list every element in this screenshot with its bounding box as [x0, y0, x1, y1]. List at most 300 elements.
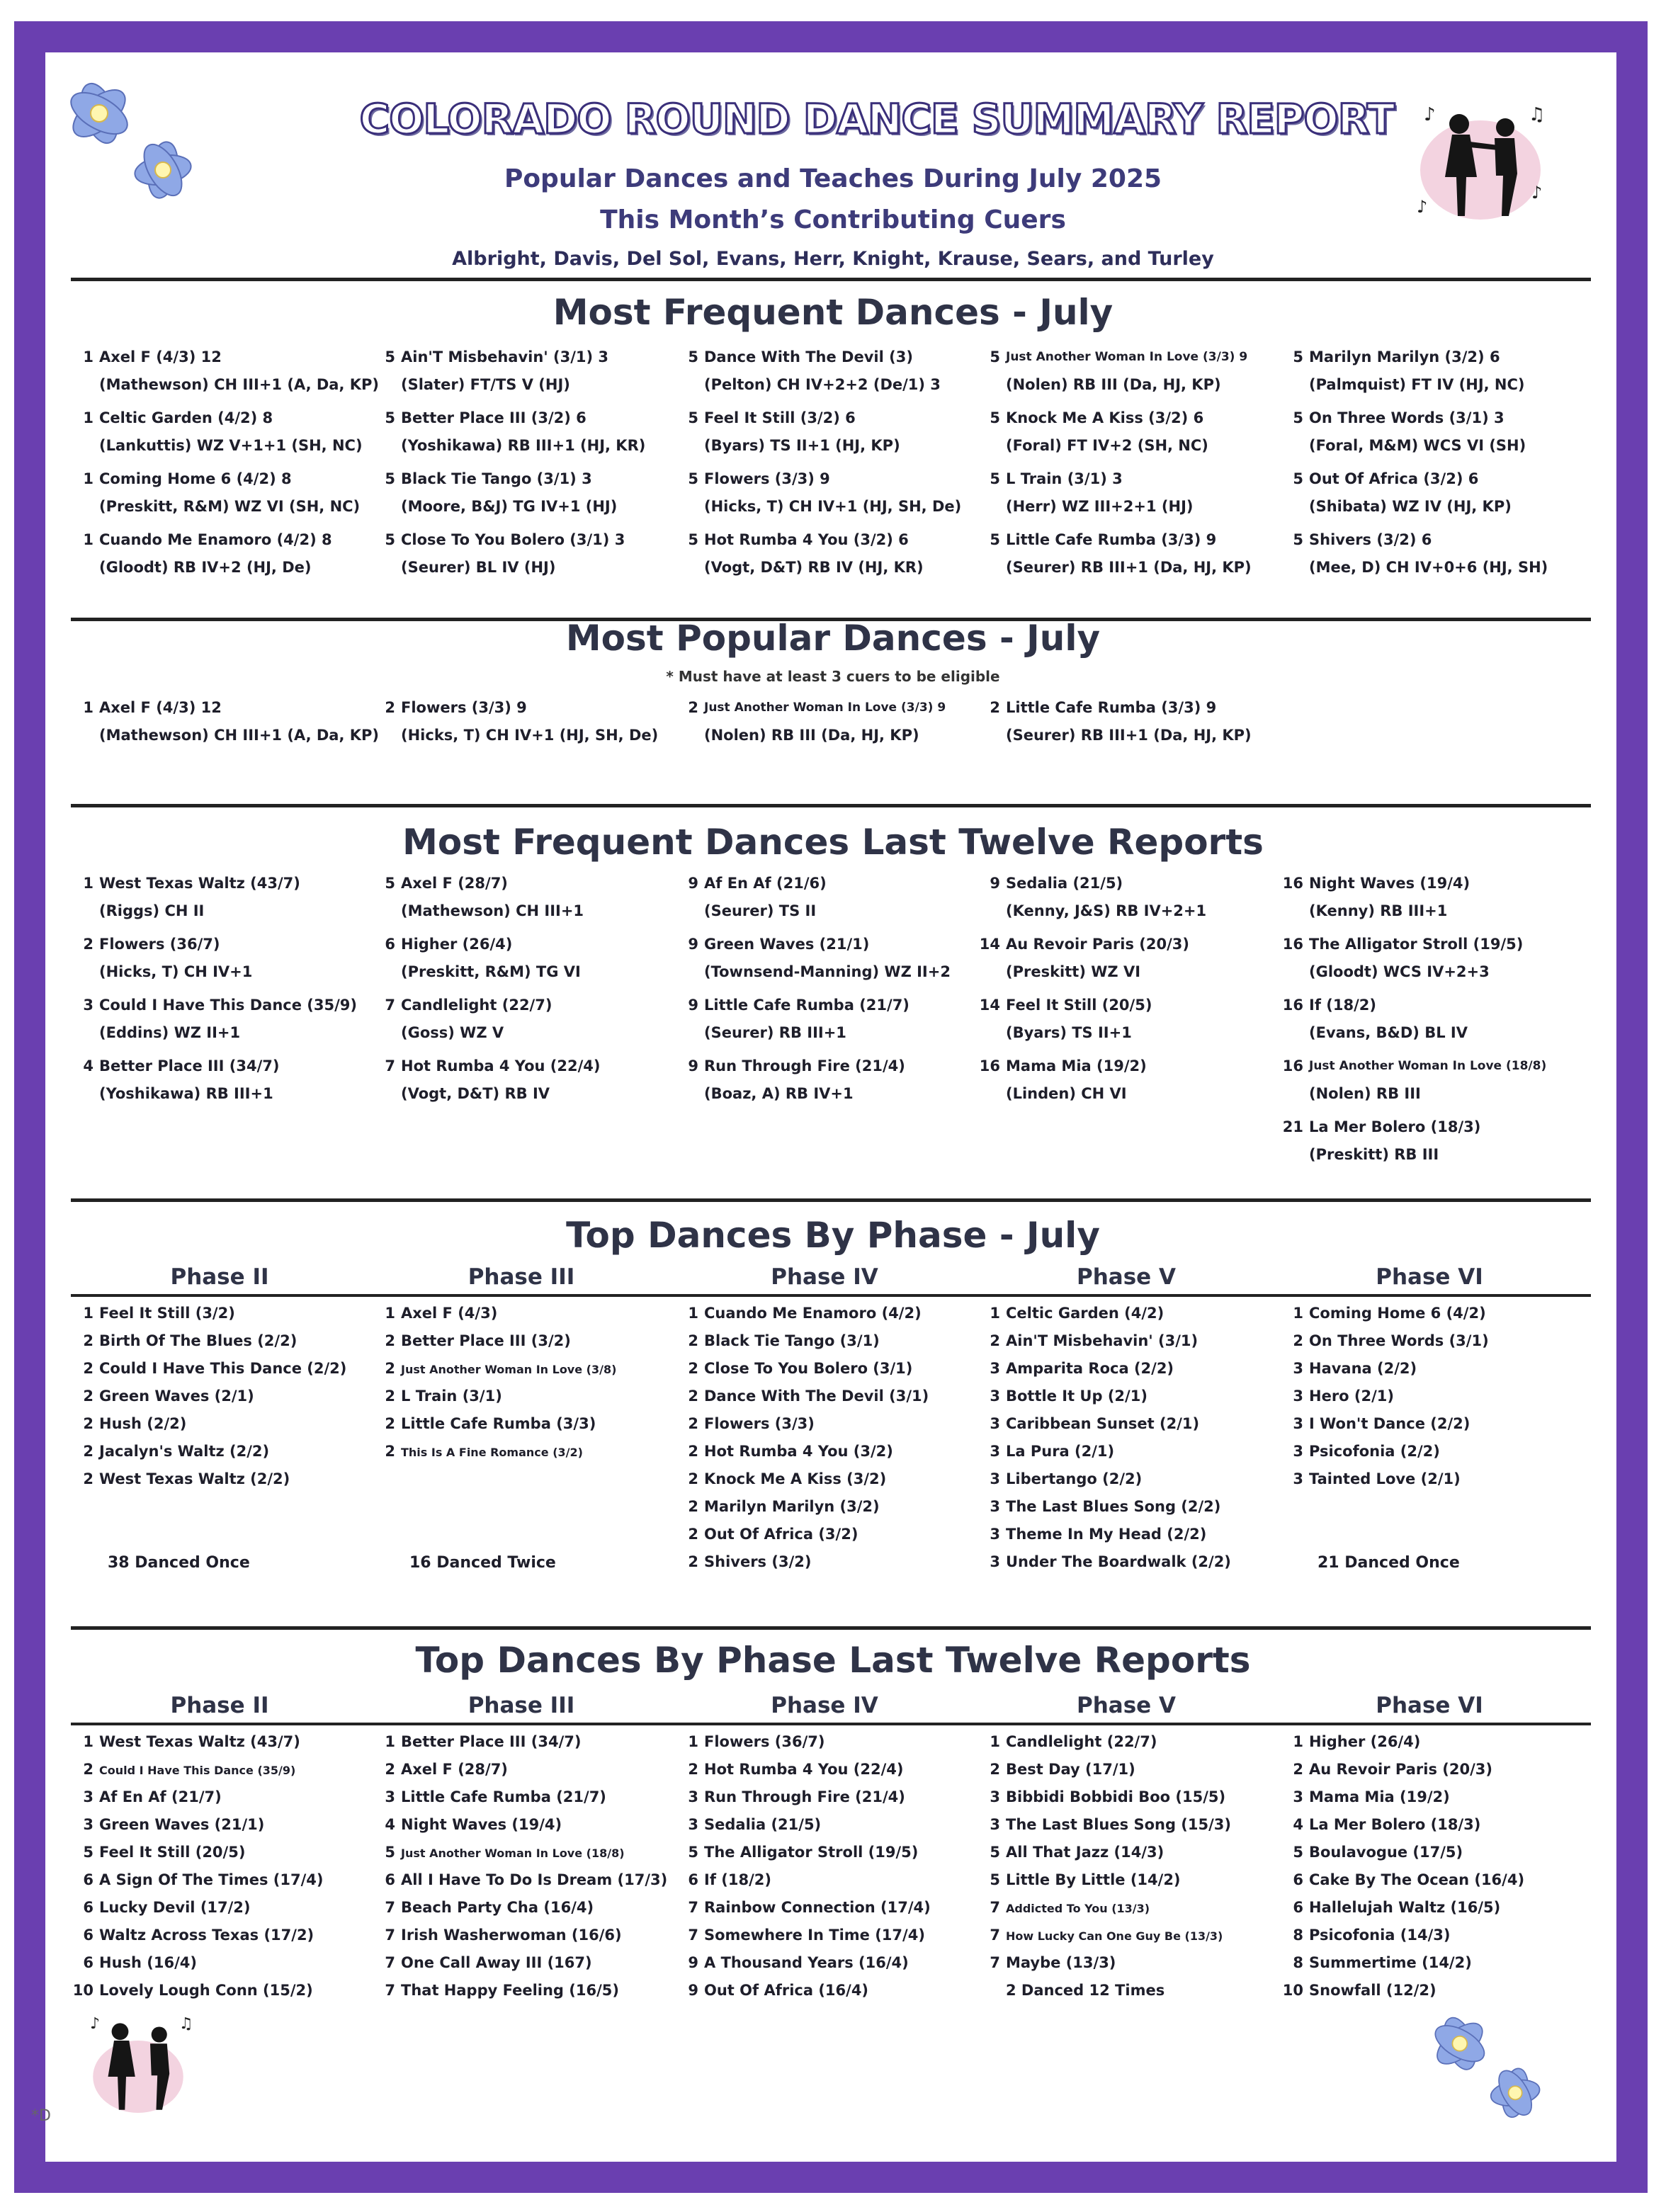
dance-title: One Call Away III (167) — [401, 1954, 592, 1971]
phase-column — [71, 1300, 375, 1493]
dance-details: (Nolen) RB III (Da, HJ, KP) — [704, 727, 919, 744]
dance-rank: 5 — [990, 1871, 1000, 1888]
dance-title: If (18/2) — [704, 1871, 771, 1888]
dance-rank: 6 — [688, 1871, 698, 1888]
dance-title: Just Another Woman In Love (3/8) — [401, 1363, 617, 1376]
dance-details: (Slater) FT/TS V (HJ) — [401, 376, 570, 393]
phase-list-item — [373, 1383, 677, 1410]
phase-list-item — [71, 1839, 375, 1866]
dance-title: Maybe (13/3) — [1006, 1954, 1116, 1971]
phase-list-item — [373, 1977, 677, 2004]
phase-list-item — [978, 1839, 1282, 1866]
dance-entry — [373, 1053, 677, 1108]
dance-entry — [978, 465, 1282, 521]
phase-list-item — [71, 1327, 375, 1355]
dance-rank: 1 — [83, 699, 94, 716]
phase-list-item — [676, 1383, 980, 1410]
dance-rank: 5 — [1293, 531, 1303, 548]
dance-title: Flowers (3/3) — [704, 1415, 815, 1432]
dance-rank: 3 — [385, 1788, 395, 1805]
dance-title: Coming Home 6 (4/2) 8 — [99, 470, 292, 487]
dance-entry — [676, 1053, 980, 1108]
dance-rank: 7 — [385, 1899, 395, 1916]
dance-entry — [1281, 1053, 1585, 1108]
dance-rank: 3 — [990, 1470, 1000, 1487]
dance-rank: 9 — [688, 936, 698, 953]
dance-details: (Riggs) CH II — [99, 902, 205, 919]
dance-details: (Eddins) WZ II+1 — [99, 1024, 241, 1041]
dance-rank: 8 — [1293, 1927, 1303, 1944]
dance-title: Axel F (28/7) — [401, 1761, 508, 1778]
phase-list-item — [71, 1894, 375, 1922]
dance-title: Havana (2/2) — [1309, 1360, 1417, 1377]
dance-rank: 9 — [688, 1954, 698, 1971]
dance-title: I Won't Dance (2/2) — [1309, 1415, 1470, 1432]
dance-title: Cuando Me Enamoro (4/2) 8 — [99, 531, 332, 548]
dance-details: (Seurer) TS II — [704, 902, 817, 919]
phase-header: Phase II — [170, 1264, 269, 1290]
dance-rank: 5 — [385, 875, 395, 892]
phase-list-item — [978, 1783, 1282, 1811]
dance-rank: 9 — [688, 1057, 698, 1074]
dance-rank: 2 — [688, 1360, 698, 1377]
dance-title: L Train (3/1) — [401, 1388, 502, 1405]
dance-rank: 21 — [1282, 1118, 1303, 1135]
dance-entry — [71, 526, 375, 582]
phase-list-item — [71, 1783, 375, 1811]
dance-title: All That Jazz (14/3) — [1006, 1844, 1164, 1861]
dance-details: (Linden) CH VI — [1006, 1085, 1127, 1102]
dance-title: Ain'T Misbehavin' (3/1) — [1006, 1332, 1198, 1349]
dance-title: Marilyn Marilyn (3/2) — [704, 1498, 880, 1515]
dance-title: Flowers (36/7) — [704, 1733, 825, 1750]
phase-header: Phase IV — [771, 1693, 878, 1718]
dance-rank: 2 — [688, 1761, 698, 1778]
dance-details: (Byars) TS II+1 — [1006, 1024, 1132, 1041]
dance-title: Axel F (4/3) — [401, 1305, 498, 1322]
dance-details: (Vogt, D&T) RB IV — [401, 1085, 550, 1102]
dance-title: Better Place III (34/7) — [401, 1733, 582, 1750]
dance-details: (Seurer) RB III+1 — [704, 1024, 846, 1041]
dance-entry — [71, 344, 380, 399]
phase-list-item — [373, 1300, 677, 1327]
dance-rank: 1 — [83, 470, 94, 487]
dance-title: Waltz Across Texas (17/2) — [99, 1927, 314, 1944]
dance-rank: 6 — [83, 1871, 94, 1888]
dance-title: Knock Me A Kiss (3/2) 6 — [1006, 409, 1204, 426]
dancing-couple-icon — [78, 2004, 198, 2125]
dance-rank: 6 — [1293, 1871, 1303, 1888]
dance-details: (Shibata) WZ IV (HJ, KP) — [1309, 498, 1512, 515]
phase-list-item — [978, 1521, 1282, 1548]
phase-list-item — [676, 1756, 980, 1783]
phase-rule — [71, 1294, 1591, 1297]
dance-title: On Three Words (3/1) 3 — [1309, 409, 1504, 426]
dance-rank: 2 — [83, 936, 94, 953]
dance-details: (Townsend-Manning) WZ II+2 — [704, 963, 951, 980]
dance-details: (Nolen) RB III — [1309, 1085, 1421, 1102]
phase-list-item — [978, 1922, 1282, 1949]
dance-title: Axel F (4/3) 12 — [99, 699, 222, 716]
dance-entry — [978, 1053, 1282, 1108]
phase-rule — [71, 1723, 1591, 1725]
dance-rank: 1 — [83, 531, 94, 548]
phase-list-item — [373, 1756, 677, 1783]
phase-list-item — [676, 1355, 980, 1383]
dance-entry — [373, 344, 677, 399]
phase-list-item — [1281, 1383, 1585, 1410]
dance-rank: 4 — [83, 1057, 94, 1074]
dance-rank: 5 — [688, 531, 698, 548]
phase-footer-note: 16 Danced Twice — [409, 1554, 556, 1572]
dance-rank: 5 — [385, 470, 395, 487]
dance-title: Feel It Still (3/2) 6 — [704, 409, 856, 426]
dance-title: Au Revoir Paris (20/3) — [1309, 1761, 1492, 1778]
eligibility-note: * Must have at least 3 cuers to be eligible — [666, 668, 1000, 685]
phase-list-item — [373, 1839, 677, 1866]
dance-title: Higher (26/4) — [1309, 1733, 1421, 1750]
dance-rank: 10 — [1282, 1982, 1303, 1999]
dance-title: Beach Party Cha (16/4) — [401, 1899, 594, 1916]
phase-list-item — [373, 1327, 677, 1355]
dance-title: Mama Mia (19/2) — [1309, 1788, 1450, 1805]
dance-entry — [676, 344, 980, 399]
dance-entry — [1281, 344, 1585, 399]
dance-entry — [1281, 465, 1585, 521]
phase-list-item — [978, 1866, 1282, 1894]
dance-title: Hot Rumba 4 You (22/4) — [401, 1057, 601, 1074]
dance-details: (Foral) FT IV+2 (SH, NC) — [1006, 437, 1208, 454]
dance-entry — [71, 404, 375, 460]
list-column — [978, 870, 1282, 1113]
dance-rank: 3 — [990, 1443, 1000, 1460]
list-column — [676, 344, 980, 587]
dance-entry — [373, 992, 677, 1047]
dance-details: (Pelton) CH IV+2+2 (De/1) 3 — [704, 376, 941, 393]
dance-rank: 1 — [688, 1733, 698, 1750]
dance-rank: 3 — [688, 1816, 698, 1833]
phase-footer-note: 21 Danced Once — [1318, 1554, 1460, 1572]
dance-rank: 2 — [688, 699, 698, 716]
columbine-flower-icon — [1417, 2004, 1558, 2132]
phase-list-item — [373, 1438, 677, 1465]
dance-rank: 5 — [385, 409, 395, 426]
dance-details: (Boaz, A) RB IV+1 — [704, 1085, 854, 1102]
phase-list-item — [1281, 1783, 1585, 1811]
dance-rank: 2 — [688, 1498, 698, 1515]
dance-title: Feel It Still (3/2) — [99, 1305, 235, 1322]
dance-title: Knock Me A Kiss (3/2) — [704, 1470, 887, 1487]
dance-rank: 3 — [990, 1553, 1000, 1570]
dance-entry — [373, 404, 677, 460]
dance-details: (Byars) TS II+1 (HJ, KP) — [704, 437, 900, 454]
dance-details: (Lankuttis) WZ V+1+1 (SH, NC) — [99, 437, 363, 454]
phase-list-item — [373, 1783, 677, 1811]
dance-title: Flowers (36/7) — [99, 936, 220, 953]
dance-title: Better Place III (3/2) 6 — [401, 409, 586, 426]
dance-entry — [71, 465, 375, 521]
dance-rank: 1 — [83, 348, 94, 365]
dance-details: (Preskitt) WZ VI — [1006, 963, 1141, 980]
dance-title: Green Waves (21/1) — [99, 1816, 265, 1833]
dance-title: Out Of Africa (3/2) — [704, 1526, 858, 1543]
dance-rank: 2 — [1293, 1761, 1303, 1778]
phase-list-item — [676, 1728, 980, 1756]
dance-title: Little Cafe Rumba (21/7) — [704, 997, 910, 1014]
dance-title: All I Have To Do Is Dream (17/3) — [401, 1871, 668, 1888]
contributing-cuers: Albright, Davis, Del Sol, Evans, Herr, Knight, Krause, Sears, and Turley — [452, 248, 1214, 270]
dance-details: (Kenny, J&S) RB IV+2+1 — [1006, 902, 1207, 919]
phase-header: Phase II — [170, 1693, 269, 1718]
dance-title: Candlelight (22/7) — [1006, 1733, 1157, 1750]
list-column — [978, 344, 1282, 587]
phase-header: Phase VI — [1376, 1264, 1483, 1290]
phase-list-item — [1281, 1977, 1585, 2004]
phase-list-item — [373, 1811, 677, 1839]
dance-title: Just Another Woman In Love (3/3) 9 — [1006, 350, 1248, 364]
dance-title: Little Cafe Rumba (3/3) — [401, 1415, 596, 1432]
dance-rank: 1 — [1293, 1733, 1303, 1750]
phase-list-item — [373, 1922, 677, 1949]
list-column — [71, 694, 380, 755]
list-column — [1281, 870, 1585, 1174]
phase-list-item — [71, 1355, 375, 1383]
dance-rank: 3 — [1293, 1788, 1303, 1805]
dance-rank: 2 — [990, 699, 1000, 716]
dance-title: Flowers (3/3) 9 — [704, 470, 830, 487]
phase-list-item — [676, 1949, 980, 1977]
phase-list-item — [978, 1465, 1282, 1493]
dance-title: Mama Mia (19/2) — [1006, 1057, 1147, 1074]
dance-title: Candlelight (22/7) — [401, 997, 552, 1014]
dance-rank: 1 — [990, 1733, 1000, 1750]
phase-list-item — [978, 1811, 1282, 1839]
dance-title: Little Cafe Rumba (21/7) — [401, 1788, 606, 1805]
dance-rank: 7 — [385, 997, 395, 1014]
svg-text:♫: ♫ — [1529, 104, 1546, 125]
dance-title: Better Place III (34/7) — [99, 1057, 280, 1074]
dance-entry — [676, 465, 980, 521]
dance-details: (Mathewson) CH III+1 — [401, 902, 584, 919]
dance-title: This Is A Fine Romance (3/2) — [401, 1446, 583, 1459]
dance-title: Feel It Still (20/5) — [1006, 997, 1152, 1014]
dance-entry — [71, 870, 375, 925]
dance-rank: 3 — [990, 1498, 1000, 1515]
dance-rank: 7 — [385, 1057, 395, 1074]
dance-rank: 9 — [688, 875, 698, 892]
dance-rank: 7 — [990, 1899, 1000, 1916]
dance-rank: 1 — [385, 1733, 395, 1750]
dance-rank: 9 — [688, 1982, 698, 1999]
list-column — [676, 870, 980, 1113]
dance-title: Bibbidi Bobbidi Boo (15/5) — [1006, 1788, 1226, 1805]
dance-title: Ain'T Misbehavin' (3/1) 3 — [401, 348, 609, 365]
phase-list-item — [676, 1465, 980, 1493]
dance-title: Rainbow Connection (17/4) — [704, 1899, 931, 1916]
dance-rank: 10 — [72, 1982, 94, 1999]
dance-title: Higher (26/4) — [401, 936, 513, 953]
dance-title: Celtic Garden (4/2) 8 — [99, 409, 273, 426]
phase-list-item — [373, 1728, 677, 1756]
phase-list-item — [978, 1438, 1282, 1465]
dance-entry — [373, 931, 677, 986]
phase-list-item — [373, 1949, 677, 1977]
dance-entry — [978, 404, 1282, 460]
phase-list-item — [676, 1493, 980, 1521]
dance-rank: 3 — [83, 997, 94, 1014]
phase-list-item — [676, 1866, 980, 1894]
list-column — [373, 344, 677, 587]
dance-rank: 2 — [688, 1553, 698, 1570]
phase-header: Phase V — [1077, 1693, 1176, 1718]
dance-rank: 5 — [990, 409, 1000, 426]
phase-list-item — [978, 1493, 1282, 1521]
dance-title: Hot Rumba 4 You (22/4) — [704, 1761, 904, 1778]
dance-title: How Lucky Can One Guy Be (13/3) — [1006, 1929, 1223, 1943]
list-column — [1281, 344, 1585, 587]
dance-title: Close To You Bolero (3/1) 3 — [401, 531, 625, 548]
svg-text:♪: ♪ — [1417, 197, 1428, 217]
dance-rank: 5 — [688, 409, 698, 426]
dance-rank: 1 — [385, 1305, 395, 1322]
phase-list-item — [676, 1811, 980, 1839]
svg-text:♫: ♫ — [178, 2014, 193, 2033]
dance-details: (Foral, M&M) WCS VI (SH) — [1309, 437, 1526, 454]
dance-details: (Mee, D) CH IV+0+6 (HJ, SH) — [1309, 559, 1548, 576]
dance-title: Night Waves (19/4) — [1309, 875, 1470, 892]
dance-details: (Evans, B&D) BL IV — [1309, 1024, 1468, 1041]
dance-entry — [978, 931, 1282, 986]
dance-rank: 2 — [385, 1415, 395, 1432]
report-subtitle: Popular Dances and Teaches During July 2025 — [504, 164, 1162, 193]
dance-details: (Mathewson) CH III+1 (A, Da, KP) — [99, 376, 380, 393]
dance-rank: 5 — [688, 1844, 698, 1861]
dance-title: Hallelujah Waltz (16/5) — [1309, 1899, 1501, 1916]
dance-rank: 16 — [1282, 997, 1303, 1014]
phase-list-item — [1281, 1866, 1585, 1894]
dance-title: Could I Have This Dance (2/2) — [99, 1360, 347, 1377]
dance-title: Caribbean Sunset (2/1) — [1006, 1415, 1200, 1432]
dance-details: (Hicks, T) CH IV+1 — [99, 963, 253, 980]
dance-rank: 7 — [990, 1954, 1000, 1971]
section-title-frequent-twelve: Most Frequent Dances Last Twelve Reports — [402, 822, 1264, 863]
list-column — [373, 870, 677, 1113]
dance-title: Dance With The Devil (3/1) — [704, 1388, 929, 1405]
section-rule — [71, 278, 1591, 281]
dance-entry — [978, 992, 1282, 1047]
phase-list-item — [71, 1949, 375, 1977]
dance-title: Better Place III (3/2) — [401, 1332, 571, 1349]
dance-rank: 2 — [990, 1332, 1000, 1349]
dance-title: Bottle It Up (2/1) — [1006, 1388, 1148, 1405]
phase-list-item — [1281, 1355, 1585, 1383]
phase-list-item — [373, 1866, 677, 1894]
phase-list-item — [71, 1811, 375, 1839]
dance-title: West Texas Waltz (43/7) — [99, 1733, 300, 1750]
dance-rank: 7 — [990, 1927, 1000, 1944]
dance-rank: 1 — [990, 1305, 1000, 1322]
dance-title: That Happy Feeling (16/5) — [401, 1982, 619, 1999]
dance-rank: 2 — [385, 699, 395, 716]
dance-details: (Hicks, T) CH IV+1 (HJ, SH, De) — [401, 727, 659, 744]
phase-list-item — [978, 1355, 1282, 1383]
dance-entry — [676, 992, 980, 1047]
dance-title: Shivers (3/2) 6 — [1309, 531, 1432, 548]
phase-list-item — [676, 1894, 980, 1922]
dance-title: Out Of Africa (16/4) — [704, 1982, 869, 1999]
dance-title: Snowfall (12/2) — [1309, 1982, 1436, 1999]
section-title-phase-july: Top Dances By Phase - July — [566, 1215, 1100, 1256]
phase-header: Phase III — [468, 1693, 575, 1718]
dance-details: (Preskitt) RB III — [1309, 1146, 1439, 1163]
dance-title: If (18/2) — [1309, 997, 1376, 1014]
dance-title: Libertango (2/2) — [1006, 1470, 1143, 1487]
dance-title: Under The Boardwalk (2/2) — [1006, 1553, 1231, 1570]
dance-details: (Nolen) RB III (Da, HJ, KP) — [1006, 376, 1221, 393]
dance-entry — [1281, 931, 1585, 986]
dance-title: Just Another Woman In Love (18/8) — [401, 1847, 625, 1860]
phase-column — [71, 1728, 375, 2004]
dance-rank: 7 — [385, 1927, 395, 1944]
dance-title: 2 Danced 12 Times — [1006, 1982, 1165, 1999]
dance-rank: 14 — [979, 936, 1000, 953]
dance-rank: 6 — [385, 1871, 395, 1888]
dance-rank: 1 — [83, 1733, 94, 1750]
phase-list-item — [1281, 1811, 1585, 1839]
dance-title: Cake By The Ocean (16/4) — [1309, 1871, 1525, 1888]
phase-column — [1281, 1728, 1585, 2004]
dance-rank: 3 — [990, 1816, 1000, 1833]
phase-list-item — [676, 1327, 980, 1355]
dance-title: Cuando Me Enamoro (4/2) — [704, 1305, 922, 1322]
phase-list-item — [1281, 1894, 1585, 1922]
dance-rank: 6 — [83, 1954, 94, 1971]
phase-list-item — [978, 1548, 1282, 1576]
phase-column — [978, 1300, 1282, 1576]
dance-rank: 2 — [385, 1332, 395, 1349]
dance-title: Hero (2/1) — [1309, 1388, 1395, 1405]
phase-list-item — [1281, 1839, 1585, 1866]
dance-title: The Alligator Stroll (19/5) — [704, 1844, 919, 1861]
dance-rank: 2 — [83, 1470, 94, 1487]
dance-title: Best Day (17/1) — [1006, 1761, 1135, 1778]
svg-text:♪: ♪ — [90, 2014, 101, 2033]
dance-rank: 2 — [385, 1443, 395, 1460]
dance-title: Sedalia (21/5) — [704, 1816, 822, 1833]
dance-entry — [373, 870, 677, 925]
dance-title: Green Waves (2/1) — [99, 1388, 254, 1405]
section-title-phase-twelve: Top Dances By Phase Last Twelve Reports — [415, 1640, 1251, 1681]
dance-rank: 6 — [385, 936, 395, 953]
dance-rank: 16 — [1282, 936, 1303, 953]
svg-text:♪: ♪ — [1424, 104, 1436, 125]
phase-footer-note: 38 Danced Once — [108, 1554, 250, 1572]
dance-rank: 1 — [83, 875, 94, 892]
dance-rank: 5 — [1293, 348, 1303, 365]
dance-rank: 3 — [1293, 1470, 1303, 1487]
dance-rank: 2 — [688, 1332, 698, 1349]
dance-rank: 2 — [385, 1360, 395, 1377]
section-rule — [71, 1626, 1591, 1630]
dance-rank: 5 — [990, 531, 1000, 548]
phase-list-item — [1281, 1756, 1585, 1783]
list-column — [71, 870, 375, 1113]
dance-rank: 2 — [385, 1388, 395, 1405]
section-rule — [71, 1198, 1591, 1202]
dance-title: Marilyn Marilyn (3/2) 6 — [1309, 348, 1500, 365]
dance-rank: 16 — [1282, 1057, 1303, 1074]
dance-entry — [373, 526, 677, 582]
